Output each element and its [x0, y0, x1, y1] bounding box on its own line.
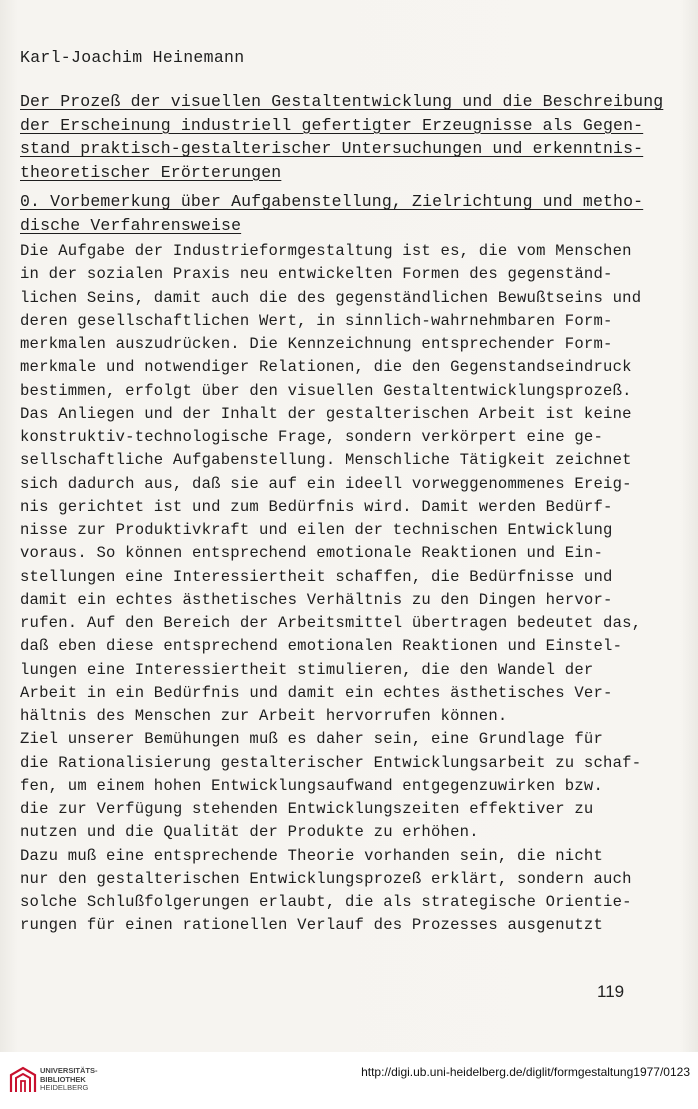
text-line: Arbeit in ein Bedürfnis und damit ein echtes ästhetisches Ver- [20, 683, 613, 702]
section-heading-line: 0. Vorbemerkung über Aufgabenstellung, Zielrichtung und metho- [20, 192, 644, 211]
library-name [40, 1067, 98, 1093]
text-line: lungen eine Interessiertheit stimulieren, die den Wandel der [20, 660, 594, 679]
text-line: nis gerichtet ist und zum Bedürfnis wird. Damit werden Bedürf- [20, 497, 613, 516]
text-line: bestimmen, erfolgt über den visuellen Gestaltentwicklungsprozeß. [20, 381, 632, 400]
library-name-line: UNIVERSITÄTS- [40, 1066, 98, 1075]
text-line: solche Schlußfolgerungen erlaubt, die als strategische Orientie- [20, 893, 632, 911]
article-title [20, 90, 664, 184]
text-line: nutzen und die Qualität der Produkte zu erhöhen. [20, 823, 479, 842]
text-line: nisse zur Produktivkraft und eilen der technischen Entwicklung [20, 521, 613, 539]
library-name-line: BIBLIOTHEK [40, 1074, 86, 1084]
text-line: deren gesellschaftlichen Wert, in sinnlich-wahrnehmbaren Form- [20, 311, 613, 330]
text-line: die zur Verfügung stehenden Entwicklungszeiten effektiver zu [20, 800, 594, 818]
text-line: sellschaftliche Aufgabenstellung. Menschliche Tätigkeit zeichnet [20, 451, 632, 470]
digitization-footer [0, 1052, 698, 1109]
text-line: Ziel unserer Bemühungen muß es daher sein, eine Grundlage für [20, 730, 604, 749]
source-url-link[interactable]: http://digi.ub.uni-heidelberg.de/diglit/formgestaltung1977/0123 [361, 1065, 690, 1079]
text-line: rungen für einen rationellen Verlauf des Prozesses ausgenutzt [20, 916, 604, 935]
title-line: stand praktisch-gestalterischer Untersuchungen und erkenntnis- [20, 139, 644, 158]
text-line: sich dadurch aus, daß sie auf ein ideell vorweggenommenes Ereig- [20, 474, 632, 493]
text-line: stellungen eine Interessiertheit schaffen, die Bedürfnisse und [20, 567, 613, 586]
text-line: voraus. So können entsprechend emotionale Reaktionen und Ein- [20, 544, 604, 563]
text-line: in der sozialen Praxis neu entwickelten Formen des gegenständ- [20, 265, 613, 284]
text-line: damit ein echtes ästhetisches Verhältnis zu den Dingen hervor- [20, 590, 613, 609]
text-line: lichen Seins, damit auch die des gegenständlichen Bewußtseins und [20, 288, 642, 307]
title-line: der Erscheinung industriell gefertigter Erzeugnisse als Gegen- [20, 115, 644, 135]
text-line: die Rationalisierung gestalterischer Entwicklungsarbeit zu schaf- [20, 753, 642, 772]
text-line: konstruktiv-technologische Frage, sondern verkörpert eine ge- [20, 428, 604, 446]
text-line: rufen. Auf den Bereich der Arbeitsmittel übertragen bedeutet das, [20, 614, 642, 632]
title-line: Der Prozeß der visuellen Gestaltentwicklung und die Beschreibung [20, 92, 664, 111]
text-line: fen, um einem hohen Entwicklungsaufwand entgegenzuwirken bzw. [20, 776, 604, 795]
text-line: Dazu muß eine entsprechende Theorie vorhanden sein, die nicht [20, 846, 604, 865]
page-number: 119 [597, 982, 625, 1001]
text-line: merkmalen auszudrücken. Die Kennzeichnung entsprechender Form- [20, 335, 613, 353]
text-line: nur den gestalterischen Entwicklungsprozeß erklärt, sondern auch [20, 869, 632, 888]
text-line: merkmale und notwendiger Relationen, die den Gegenstandseindruck [20, 358, 632, 377]
section-heading-line: dische Verfahrensweise [20, 216, 242, 235]
author-name: Karl-Joachim Heinemann [20, 48, 245, 67]
university-library-logo-icon[interactable] [8, 1065, 38, 1095]
text-line: daß eben diese entsprechend emotionalen Reaktionen und Einstel- [20, 637, 623, 656]
body-text [20, 240, 660, 938]
text-line: Die Aufgabe der Industrieformgestaltung ist es, die vom Menschen [20, 242, 632, 260]
library-name-line: HEIDELBERG [40, 1083, 89, 1092]
text-line: hältnis des Menschen zur Arbeit hervorrufen können. [20, 707, 508, 725]
text-line: Das Anliegen und der Inhalt der gestalterischen Arbeit ist keine [20, 404, 632, 423]
title-line: theoretischer Erörterungen [20, 162, 282, 182]
section-heading [20, 190, 650, 238]
